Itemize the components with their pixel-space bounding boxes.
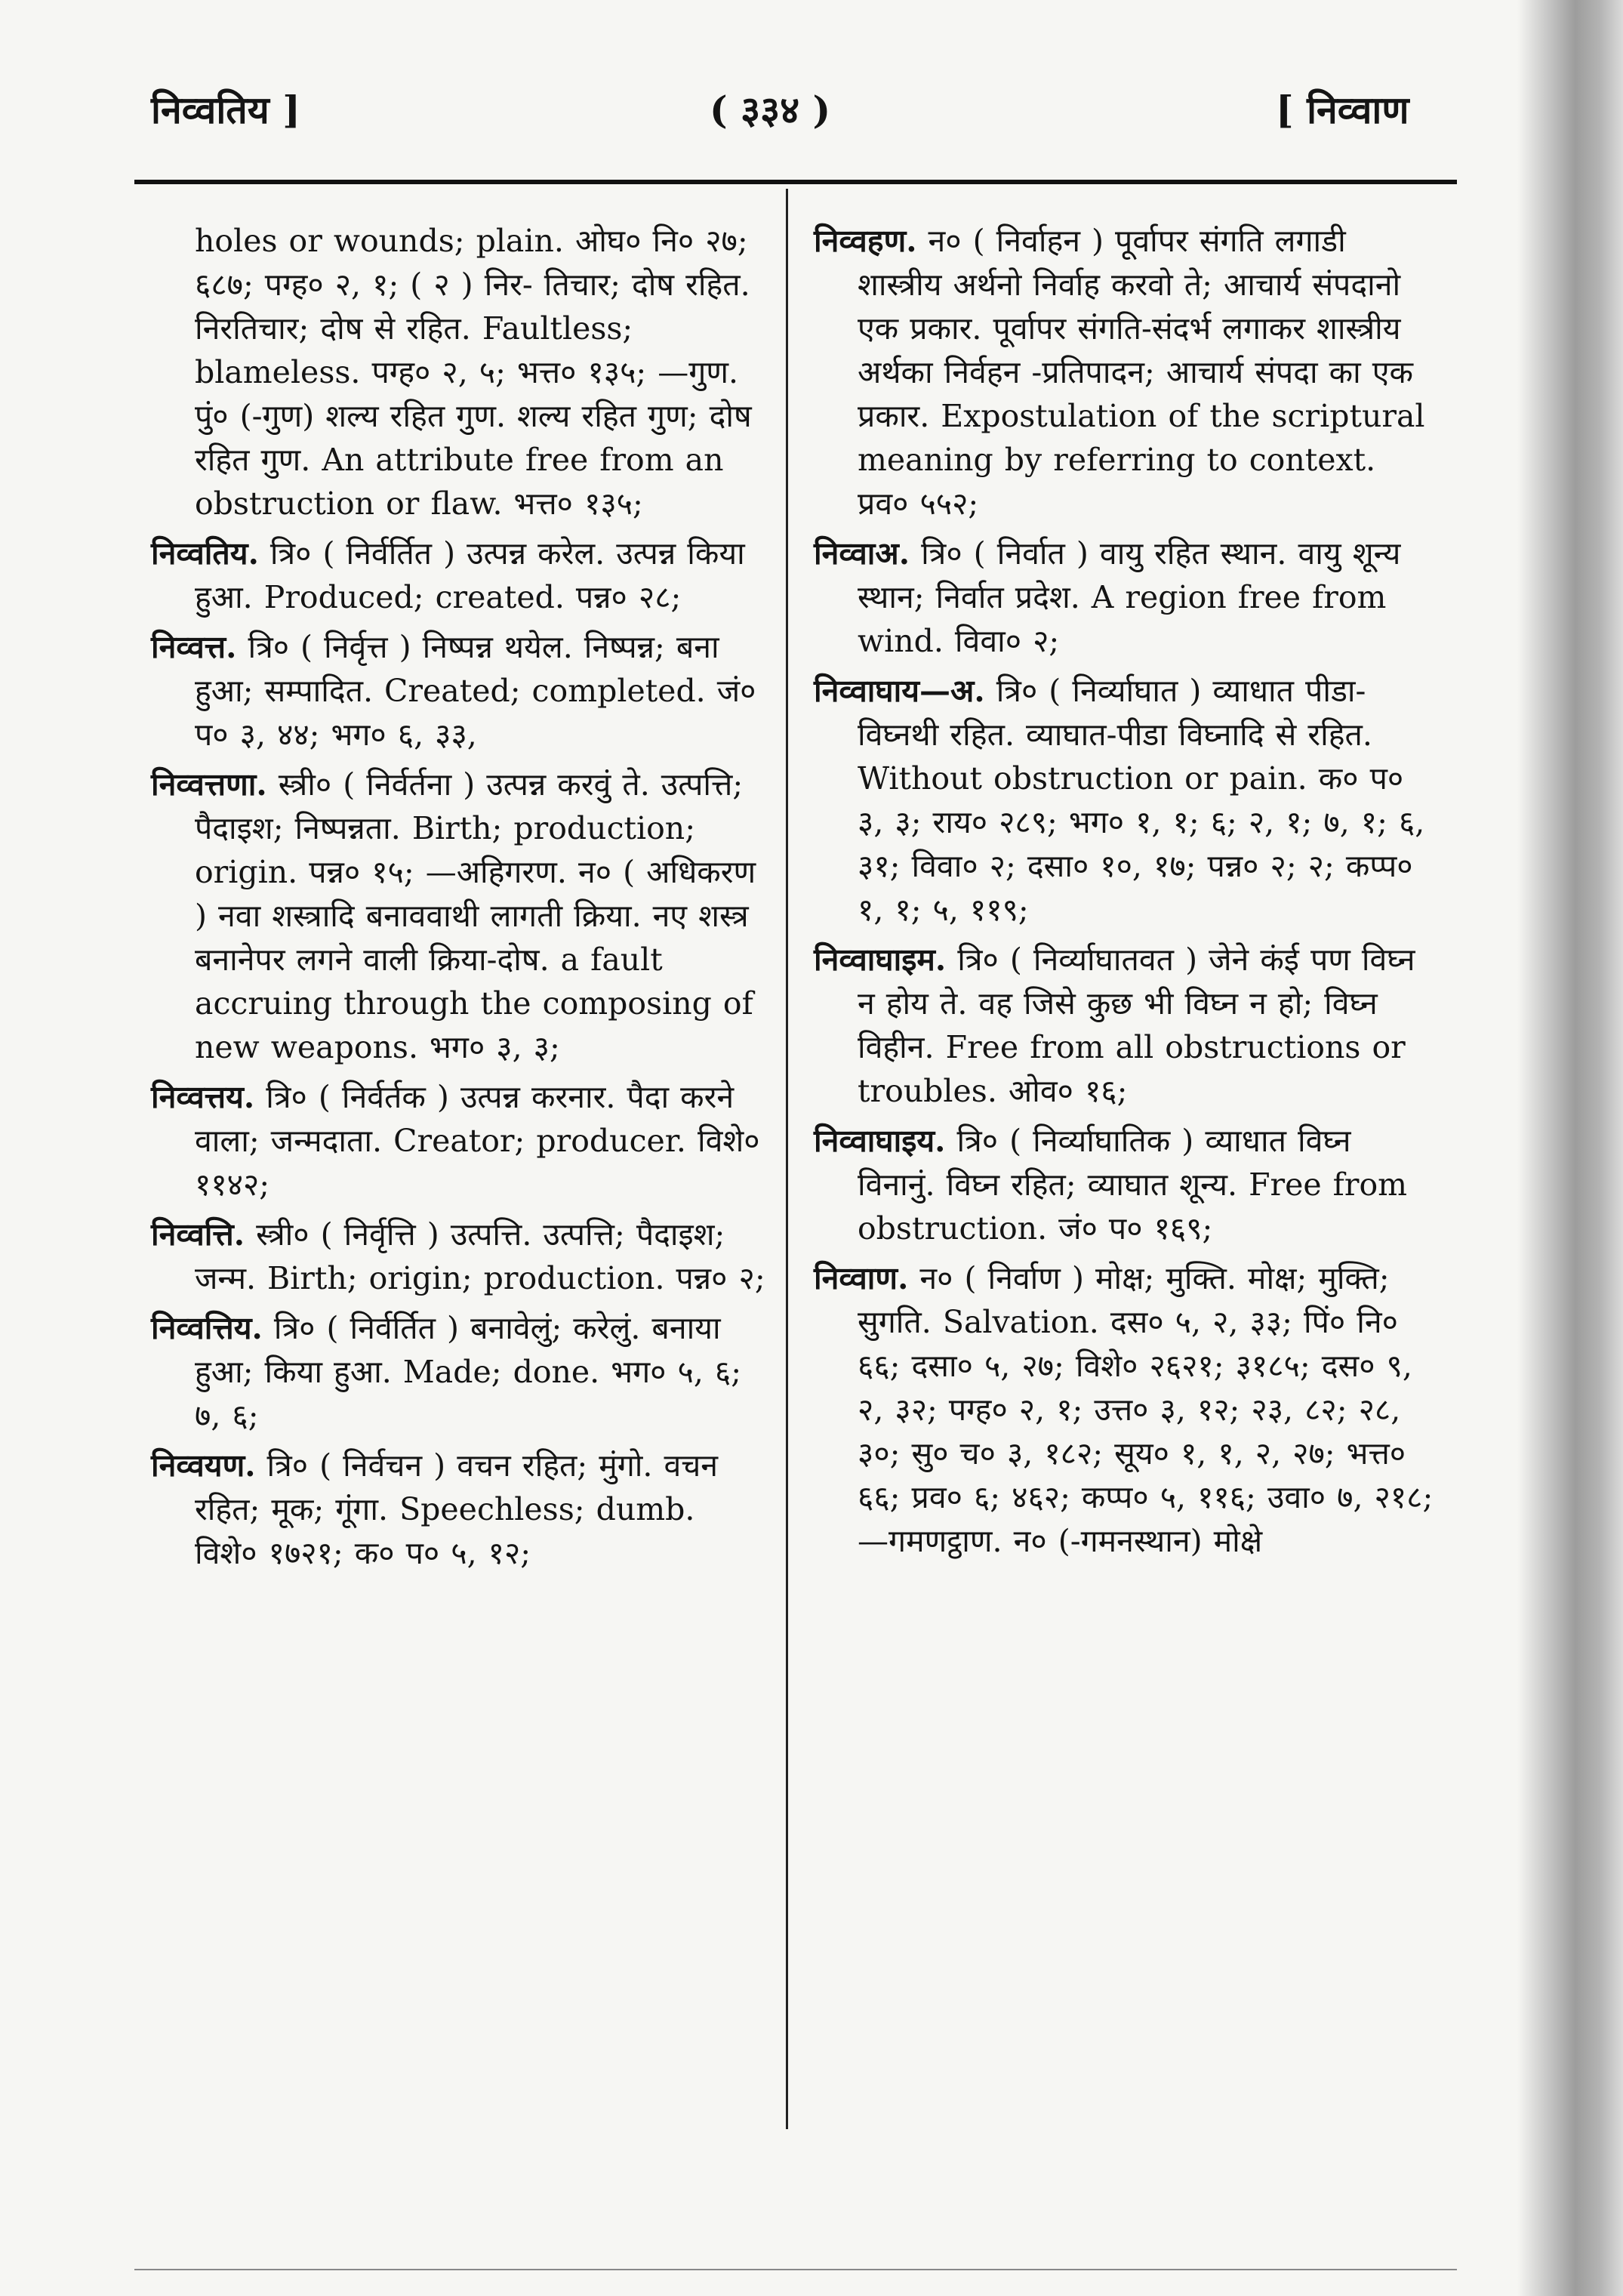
entry-headword: निव्वाघाइम.: [814, 942, 947, 978]
dictionary-entry: [151, 1306, 768, 1438]
entry-text: स्त्री० ( निर्वृत्ति ) उत्पत्ति. उत्पत्ति; पैदाइश; जन्म. Birth; origin; production. पन्न० २;: [195, 1216, 765, 1296]
dictionary-entry: [814, 532, 1437, 663]
entry-text: holes or wounds; plain. ओघ० नि० २७; ६८७; पग्ह० २, १; ( २ ) निर- तिचार; दोष रहित. निरतिचार; दोष से रहित. Faultless; blameless. पग्ह० २, ५; भत्त० १३५; —गुण. पुं० (-गुण) शल्य रहित गुण. शल्य रहित गुण; दोष रहित गुण. An attribute free from an obstruction or flaw. भत्त० १३५;: [195, 223, 752, 522]
entry-headword: निव्वतिय.: [151, 535, 259, 572]
dictionary-entry: [151, 625, 768, 757]
running-head-right: [ निव्वाण: [1276, 88, 1409, 132]
entry-headword: निव्वाण.: [814, 1260, 909, 1296]
dictionary-entry: [151, 219, 768, 525]
entry-headword: निव्वाघाइय.: [814, 1123, 946, 1159]
dictionary-entry: [151, 1444, 768, 1575]
entry-headword: निव्वहण.: [814, 223, 917, 259]
dictionary-entry: [814, 1119, 1437, 1250]
column-divider: [786, 189, 788, 2129]
entry-text: त्रि० ( निर्वर्तित ) बनावेलुं; करेलुं. बनाया हुआ; किया हुआ. Made; done. भग० ५, ६; ७, ६;: [195, 1310, 742, 1434]
dictionary-entry: [814, 938, 1437, 1113]
entry-text: त्रि० ( निर्व्याघातिक ) व्याधात विघ्न विनानुं. विघ्न रहित; व्याघात शून्य. Free from obstruction. जं० प० १६९;: [858, 1123, 1408, 1247]
dictionary-entry: [151, 1213, 768, 1300]
entry-text: स्त्री० ( निर्वर्तना ) उत्पन्न करवुं ते. उत्पत्ति; पैदाइश; निष्पन्नता. Birth; production; origin. पन्न० १५; —अहिगरण. न० ( अधिकरण ) नवा शस्त्रादि बनाववाथी लागती क्रिया. नए शस्त्र बनानेपर लगने वाली क्रिया-दोष. a fault accruing through the composing of new weapons. भग० ३, ३;: [195, 766, 756, 1065]
entry-text: त्रि० ( निर्व्याघातवत ) जेने कंई पण विघ्न न होय ते. वह जिसे कुछ भी विघ्न न हो; विघ्न विहीन. Free from all obstructions or troubles. ओव० १६;: [858, 942, 1415, 1109]
dictionary-entry: [814, 669, 1437, 932]
entry-text: त्रि० ( निर्वर्तित ) उत्पन्न करेल. उत्पन्न किया हुआ. Produced; created. पन्न० २८;: [195, 535, 745, 615]
entry-headword: निव्वाअ.: [814, 535, 910, 572]
page-edge-shadow: [1517, 0, 1623, 2296]
dictionary-entry: [151, 1075, 768, 1207]
entry-headword: निव्वत्तिय.: [151, 1310, 263, 1346]
dictionary-entry: [814, 1256, 1437, 1563]
dictionary-entry: [151, 532, 768, 619]
entry-text: त्रि० ( निर्वृत्त ) निष्पन्न थयेल. निष्पन्न; बना हुआ; सम्पादित. Created; completed. जं० प० ३, ४४; भग० ६, ३३,: [195, 629, 756, 753]
left-column: [151, 219, 768, 1581]
entry-text: न० ( निर्वाण ) मोक्ष; मुक्ति. मोक्ष; मुक्ति; सुगति. Salvation. दस० ५, २, ३३; पिं० नि० ६६; दसा० ५, २७; विशे० २६२१; ३१८५; दस० ९, २, ३२; पग्ह० २, १; उत्त० ३, १२; २३, ८२; २८, ३०; सु० च० ३, १८२; सूय० १, १, २, २७; भत्त० ६६; प्रव० ६; ४६२; कप्प० ५, ११६; उवा० ७, २१८; —गमणट्ठाण. न० (-गमनस्थान) मोक्षे: [858, 1260, 1434, 1559]
entry-headword: निव्वयण.: [151, 1447, 256, 1484]
entry-headword: निव्वत्ति.: [151, 1216, 245, 1253]
right-column: [814, 219, 1437, 1569]
entry-headword: निव्वाघाय—अ.: [814, 673, 985, 709]
page-number: ( ३३४ ): [710, 88, 831, 132]
entry-text: न० ( निर्वाहन ) पूर्वापर संगति लगाडी शास्त्रीय अर्थनो निर्वाह करवो ते; आचार्य संपदानो एक प्रकार. पूर्वापर संगति-संदर्भ लगाकर शास्त्रीय अर्थका निर्वहन -प्रतिपादन; आचार्य संपदा का एक प्रकार. Expostulation of the scriptural meaning by referring to context. प्रव० ५५२;: [858, 223, 1425, 522]
running-head-left: निव्वतिय ]: [151, 88, 300, 132]
footer-rule: [134, 2269, 1457, 2270]
entry-text: त्रि० ( निर्वात ) वायु रहित स्थान. वायु शून्य स्थान; निर्वात प्रदेश. A region free from wind. विवा० २;: [858, 535, 1401, 659]
header-rule: [134, 180, 1457, 184]
entry-text: त्रि० ( निर्वर्तक ) उत्पन्न करनार. पैदा करने वाला; जन्मदाता. Creator; producer. विशे० ११४२;: [195, 1079, 760, 1203]
entry-headword: निव्वत्तणा.: [151, 766, 267, 803]
entry-headword: निव्वत्त.: [151, 629, 237, 665]
entry-text: त्रि० ( निर्व्याघात ) व्याधात पीडा-विघ्नथी रहित. व्याघात-पीडा विघ्नादि से रहित. Without obstruction or pain. क० प० ३, ३; राय० २८९; भग० १, १; ६; २, १; ७, १; ६, ३१; विवा० २; दसा० १०, १७; पन्न० २; २; कप्प० १, १; ५, ११९;: [858, 673, 1425, 928]
entry-headword: निव्वत्तय.: [151, 1079, 255, 1115]
dictionary-entry: [151, 763, 768, 1069]
entry-text: त्रि० ( निर्वचन ) वचन रहित; मुंगो. वचन रहित; मूक; गूंगा. Speechless; dumb. विशे० १७२१; क० प० ५, १२;: [195, 1447, 719, 1571]
dictionary-entry: [814, 219, 1437, 525]
